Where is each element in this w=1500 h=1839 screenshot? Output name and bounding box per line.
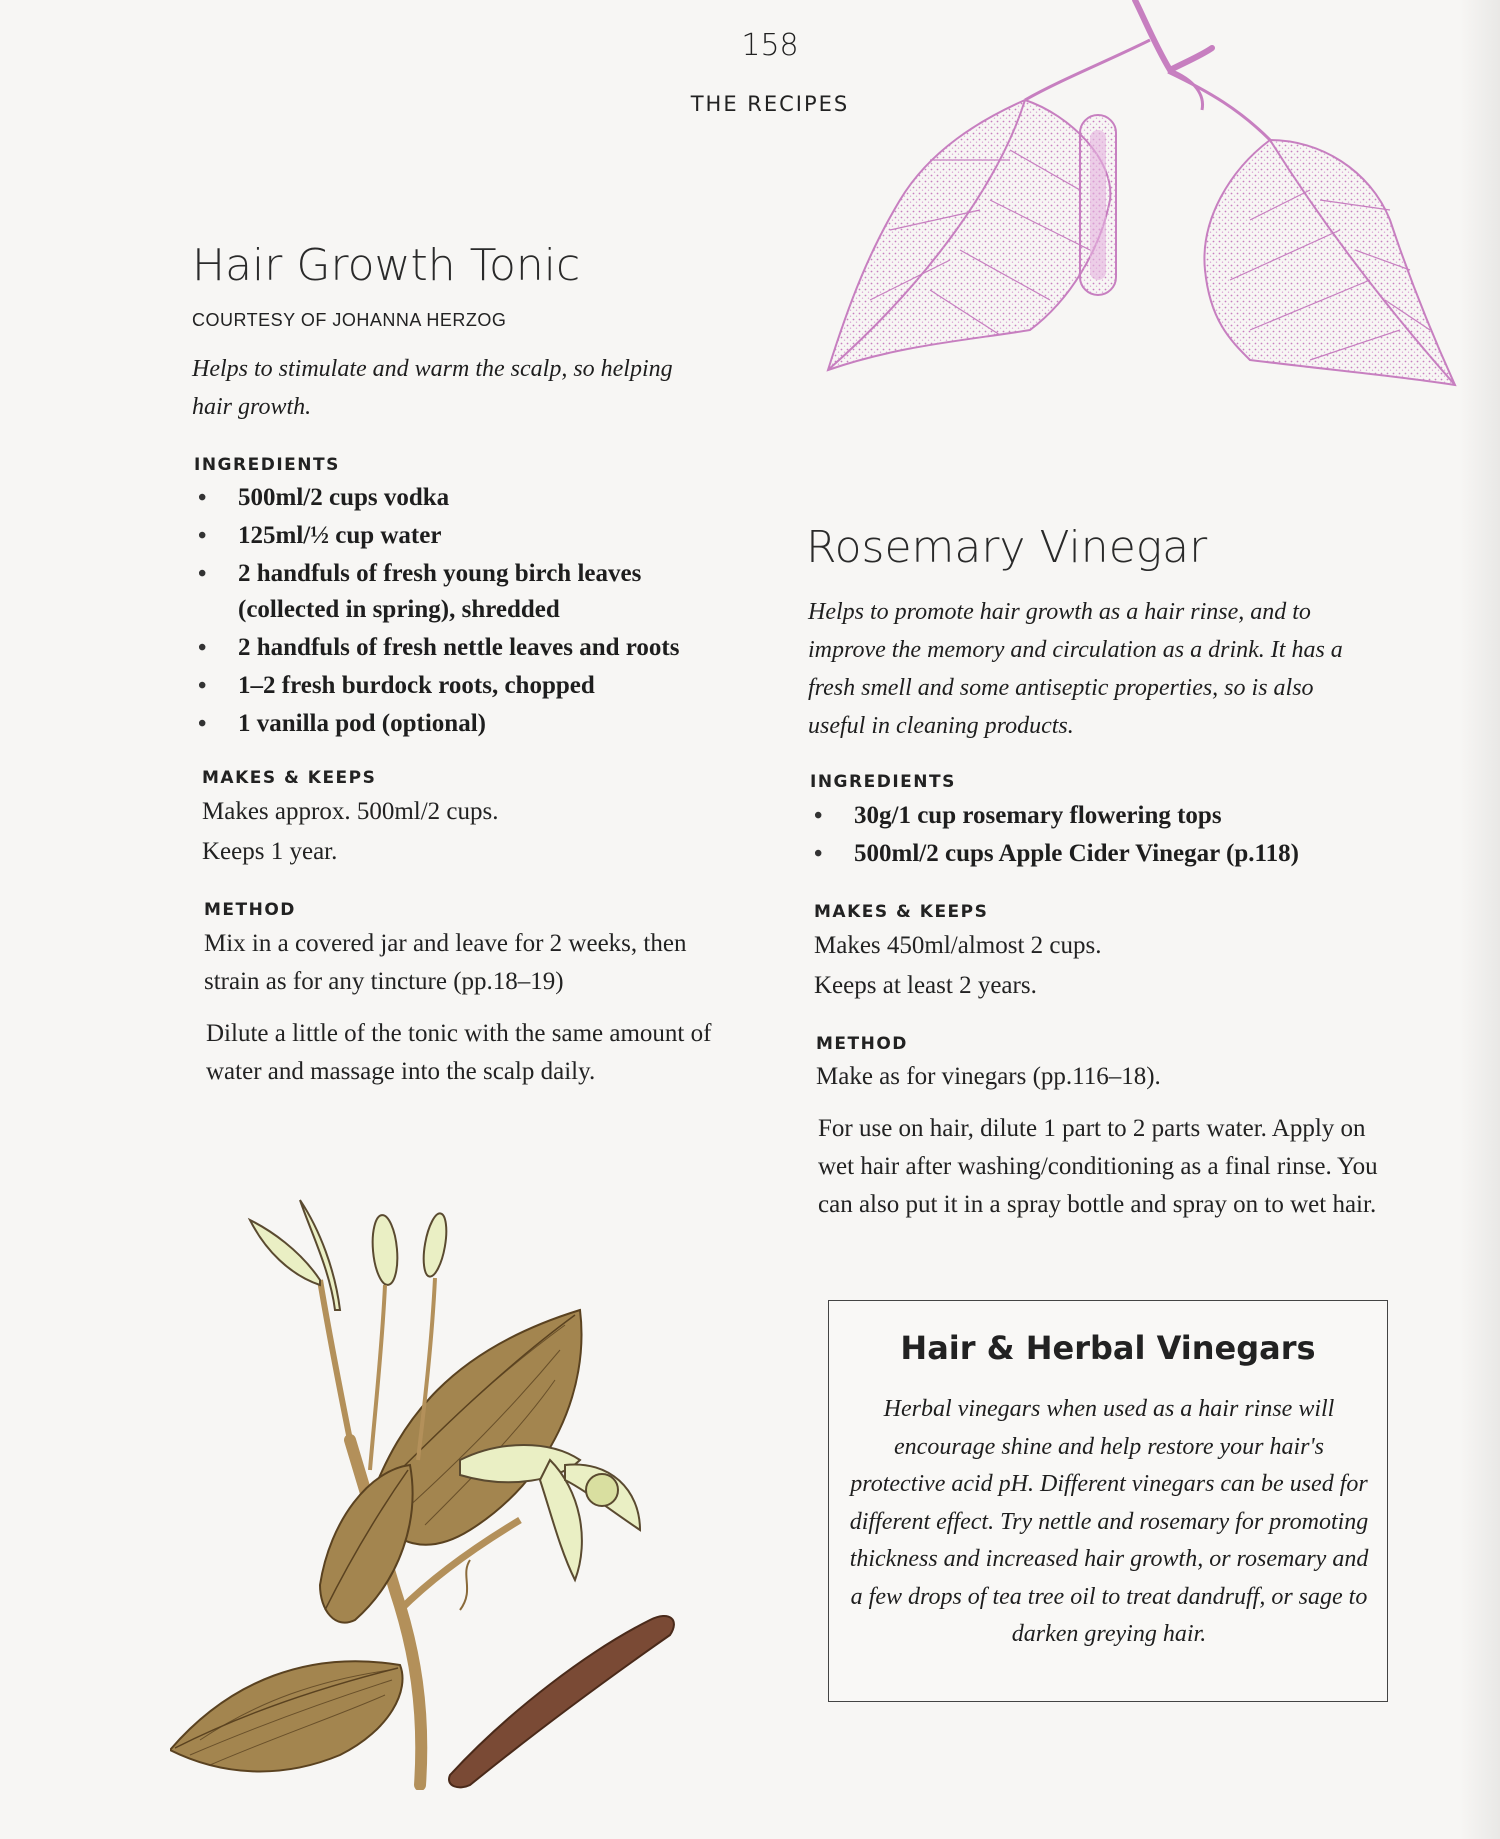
birch-leaves-illustration [810, 0, 1460, 410]
page-edge-shadow [1460, 0, 1500, 1839]
page-number: 158 [741, 28, 799, 63]
ingredients-list [812, 798, 1372, 874]
vanilla-pod [449, 1616, 674, 1787]
makes-text: Makes approx. 500ml/2 cups. [202, 798, 499, 825]
recipe-intro: Helps to stimulate and warm the scalp, so helping hair growth. [192, 356, 673, 420]
list-item: • 500ml/2 cups vodka [196, 480, 736, 516]
keeps-text: Keeps at least 2 years. [814, 972, 1037, 999]
birch-leaf-right [1204, 140, 1455, 385]
makes-keeps-label: MAKES & KEEPS [202, 768, 377, 788]
method-text-1: Make as for vinegars (pp.116–18). [816, 1063, 1161, 1090]
method-text-2: For use on hair, dilute 1 part to 2 parts water. Apply on wet hair after washing/conditioning as a final rinse. You can also put it in a spray bottle and spray on to wet hair. [818, 1115, 1378, 1218]
makes-keeps-label: MAKES & KEEPS [814, 902, 989, 922]
list-item: • 125ml/½ cup water [196, 518, 736, 554]
method-label: METHOD [816, 1034, 908, 1054]
birch-leaf-left [828, 100, 1110, 370]
birch-catkin [1080, 115, 1116, 295]
recipe-title-rosemary-vinegar: Rosemary Vinegar [806, 522, 1208, 573]
vanilla-leaf-lower [170, 1661, 403, 1771]
list-item: • 1 vanilla pod (optional) [196, 706, 736, 742]
ingredients-list [196, 480, 736, 744]
ingredients-label: INGREDIENTS [810, 772, 956, 792]
list-item: • 2 handfuls of fresh nettle leaves and roots [196, 630, 736, 666]
tip-text: Herbal vinegars when used as a hair rinse will encourage shine and help restore your hair's protective acid pH. Different vinegars can be used for different effect. Try nettle and rosemary for promoting thickness and increased hair growth, or rosemary and a few drops of tea tree oil to treat dandruff, or sage to darken greying hair. [849, 1396, 1369, 1647]
recipe-title-hair-growth-tonic: Hair Growth Tonic [192, 240, 581, 291]
list-item: • 1–2 fresh burdock roots, chopped [196, 668, 736, 704]
tip-box [828, 1300, 1388, 1702]
makes-text: Makes 450ml/almost 2 cups. [814, 932, 1102, 959]
keeps-text: Keeps 1 year. [202, 838, 338, 865]
recipe-intro: Helps to promote hair growth as a hair rinse, and to improve the memory and circulation as a drink. It has a fresh smell and some antiseptic properties, so is also useful in cleaning products. [808, 599, 1343, 739]
vanilla-plant-illustration [170, 1190, 790, 1790]
recipe-credit: COURTESY OF JOHANNA HERZOG [192, 310, 507, 330]
list-item: • 2 handfuls of fresh young birch leaves (collected in spring), shredded [196, 556, 736, 628]
method-label: METHOD [204, 900, 296, 920]
method-text-1: Mix in a covered jar and leave for 2 weeks, then strain as for any tincture (pp.18–19) [204, 930, 687, 995]
list-item: • 30g/1 cup rosemary flowering tops [812, 798, 1372, 834]
list-item: • 500ml/2 cups Apple Cider Vinegar (p.118) [812, 836, 1372, 872]
method-text-2: Dilute a little of the tonic with the same amount of water and massage into the scalp daily. [206, 1020, 712, 1085]
ingredients-label: INGREDIENTS [194, 455, 340, 475]
tip-title: Hair & Herbal Vinegars [900, 1329, 1316, 1367]
section-label: THE RECIPES [690, 92, 850, 116]
